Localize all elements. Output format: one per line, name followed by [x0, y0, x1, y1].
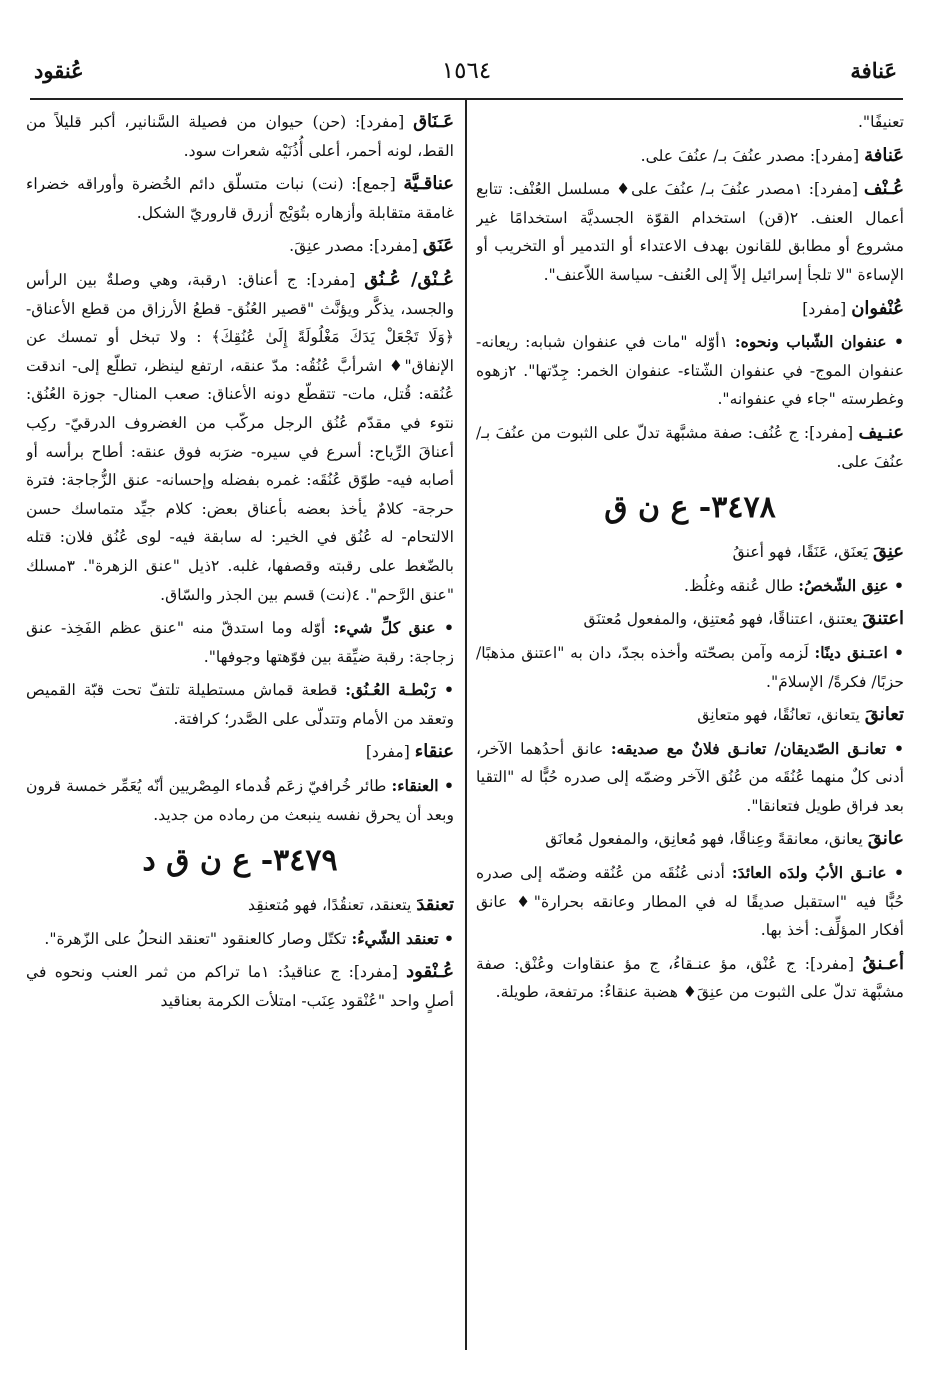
sub-entry [476, 735, 904, 821]
definition-text: يعتنق، اعتناقًا، فهو مُعتنِق، والمفعول مُعتنَق [583, 610, 863, 629]
dictionary-entry [26, 108, 454, 165]
headword: عُـنْف [863, 178, 904, 200]
definition-text: [مفرد]: ج عُنْق، مؤ عنـقاءُ، ج مؤ عنقاوات وعُنْق: صفة مشبَّهة تدلّ على الثبوت من عنِقَ♦ هضبة عنقاءُ: مرتفعة، طويلة. [476, 954, 904, 1002]
definition-text: قطعة قماش مستطيلة تلتفّ تحت قبّة القميص وتعقد من الأمام وتتدلّى على الصَّدر؛ كرافتة. [26, 681, 454, 728]
definition-text: لَزمه وآمن بصحّته وأخذه بجدّ، دان به "اعتنق مذهبًا/ حزبًا/ فكرةً/ الإسلامَ". [476, 643, 904, 691]
header-guide-word-left: عُنقود [34, 58, 84, 83]
definition-text: يتعانق، تعانُقًا، فهو متعانِق [697, 706, 865, 725]
sub-headword: • رَبْطـة العُـنُق: [345, 680, 454, 700]
dictionary-entry [476, 950, 904, 1007]
sub-headword: • تعانـق الصّديقان/ تعانـق فلانٌ مع صديقه: [610, 738, 904, 758]
definition-text: [مفرد] [802, 299, 852, 318]
dictionary-entry [476, 825, 904, 854]
dictionary-entry [26, 958, 454, 1015]
dictionary-entry [476, 295, 904, 324]
headword: عنقاء [414, 741, 454, 763]
continued-text: تعنيفًا". [857, 113, 904, 131]
sub-headword: • عنِق الشّخصُ: [798, 575, 904, 595]
headword: عنِقَ [872, 541, 904, 563]
page-header [30, 52, 903, 92]
definition-text: ١أوّله "مات في عنفوان شبابه: ريعانه- عنفوان الموج- في عنفوان الشّتاء- عنفوان الخمر: جِدّتها". ٢زهوه وغطرسته "جاء في عنفوانه". [476, 333, 904, 409]
headword: عَنافة [864, 144, 904, 166]
sub-entry [476, 328, 904, 414]
right-column [476, 108, 904, 1348]
dictionary-entry [476, 175, 904, 289]
headword: أعـنقُ [862, 952, 904, 974]
sub-headword: • عانـق الأبُ ولدَه العائدَ: [731, 863, 904, 883]
definition-text: طال عُنقه وغلُظ. [684, 576, 799, 595]
definition-text: طائر خُرافيّ زعَم قُدماء المِصْريين أنّه يُعَمِّر خمسة قرون وبعد أن يحرق نفسه ينبعث من رماده من جديد. [26, 777, 454, 824]
sub-entry [26, 614, 454, 671]
headword: عُـنْقود [406, 961, 454, 983]
definition-text: [مفرد]: ج عُنُف: صفة مشبَّهة تدلّ على الثبوت من عنُفَ بـ/ عنُفَ على. [476, 423, 904, 471]
headword: اعتنقَ [862, 608, 904, 630]
dictionary-entry [26, 738, 454, 767]
definition-text: عانق أحدُهما الآخر، أدنى كلٌ منهما عُنُقَه من عُنُق الآخر وضمّه إلى صدره حُبًّا له "التقيا بعد فراق طويل فتعانقا". [476, 739, 904, 815]
definition-text: [مفرد]: مصدر عنُفَ بـ/ عنُفَ على. [640, 146, 865, 165]
definition-text: [مفرد]: ج عناقيدُ: ١ما تراكم من ثمر العنب ونحوه في أصلٍ واحد "عُنْقود عِنَب- امتلأت الكرمة بعناقيد [26, 963, 454, 1011]
sub-headword: • العنقاء: [391, 776, 454, 796]
page-number: ١٥٦٤ [441, 58, 492, 84]
dictionary-entry [476, 142, 904, 171]
header-guide-word-right: عَنافة [850, 58, 897, 83]
headword: تعانقَ [864, 704, 904, 726]
definition-text: تكتّل وصار كالعنقود "تعنقد النحلُ على الزّهرة". [44, 929, 352, 948]
column-divider [465, 100, 467, 1350]
dictionary-entry [26, 232, 454, 261]
dictionary-entry [476, 538, 904, 567]
headword: عَـنَاق [413, 111, 454, 132]
headword: عانقَ [867, 828, 904, 850]
sub-headword: • عنق كلِّ شيء: [333, 618, 454, 638]
sub-entry [476, 572, 904, 601]
sub-entry [476, 639, 904, 696]
headword: عُنْفوان [851, 297, 904, 319]
sub-headword: • تعنقد الشّيءُ: [351, 928, 454, 948]
definition-text: [مفرد]: ١مصدر عنُفَ بـ/ عنُفَ على♦ مسلسل العُنْف: تتابع أعمال العنف. ٢(قن) استخدام القوّة الجسديَّة استخدامًا غير مشروع أو مطابق للقانون بهدف الاعتداء أو التدمير أو التخريب أو الإساءة "لا تلجأ إسرائيل إلاّ إلى العُنف- سياسة اللاّعنف". [476, 180, 904, 284]
left-column [26, 108, 454, 1348]
definition-text: أوّله وما استدقّ منه "عنق عظم الفَخِذ- عنق زجاجة: رقبة ضيِّقة بين فوّهتها وجوفها". [26, 619, 454, 666]
definition-text: أدنى عُنُقَه من عُنُقه وضمّه إلى صدره حُبًّا فيه "استقبل صديقًا له في المطار وعانقه بحرارة"♦ عانق أفكار المؤلِّف: أخذ بها. [476, 864, 904, 940]
definition-text: [مفرد]: مصدر عنِقَ. [289, 237, 423, 256]
sub-entry [26, 676, 454, 733]
headword: عَنَق [422, 235, 454, 257]
sub-entry [476, 859, 904, 945]
dictionary-entry [476, 419, 904, 476]
definition-text: [مفرد] [365, 743, 415, 762]
headword: عناقـيَّة [403, 173, 454, 195]
dictionary-entry [26, 170, 454, 227]
sub-headword: • عنفوان الشّباب ونحوه: [734, 332, 904, 352]
dictionary-entry [26, 891, 454, 920]
sub-entry [26, 925, 454, 954]
sub-headword: • اعتـنق دينًا: [814, 642, 904, 662]
definition-text: [جمع]: (نت) نبات متسلّق دائم الخُضرة وأوراقه خضراء غامقة متقابلة وأزهاره بتُوَيْج أزرق قاروريّ الشكل. [26, 175, 454, 222]
headword: عُـنْق/ عُـنُق [364, 268, 454, 290]
headword: عنـيف [858, 421, 904, 443]
sub-entry [26, 772, 454, 829]
dictionary-entry [476, 605, 904, 634]
headword: تعنقدَ [416, 894, 454, 916]
definition-text: [مفرد]: ج أعناق: ١رقبة، وهي وصلةٌ بين الرأس والجسد، يذكَّر ويؤنَّث "قصير العُنُق- قطعُ الأرزاق من قطع الأعناق- ﴿وَلَا تَجْعَلْ يَدَكَ مَغْلُولَةً إِلَىٰ عُنُقِكَ﴾ : ولا تبخل أو تمسك عن الإنفاق"♦ اشرأبَّ عُنُقُه: مدّ عنقه، ارتفع لينظر، تطلّع إلى- اندقت عُنُقه: قُتل، مات- تتقطّع دونه الأعناق: صعب المنال- جوزة العُنُق: نتوء في مقدّم عُنُق الرجل مركّب من الغضروف الدرقيّ- ركِب أعناقَ الرِّياح: أسرع في سيره- ضرَبه فوق عنقه: أطاح برأسه أو أصابه فيه- طوّق عُنُقَه: غمره بفضله وإحسانه- عنق الزُّجاجة: فترة حرجة- كلامٌ يأخذ بعضه بأعناق بعض: كلام جيِّد متماسك حسن الالتحام- له عُنُق في الخير: له سابقة فيه- لوى عُنُق فلان: قتله بالضّغط على رقبته وقصفها، غلبه. ٢ذيل "عنق الزهرة". ٣مسلك "عنق الرَّحم". ٤(نت) قسم بين الجذر والسّاق. [26, 270, 454, 604]
definition-text: [مفرد]: (حن) حيوان من فصيلة السَّنانير، أكبر قليلاً من القط، لونه أحمر، أعلى أُذُنَيْه شعرات سود. [26, 113, 454, 160]
dictionary-entry [476, 701, 904, 730]
root-heading: ٣٤٧٩- ع ن ق د [142, 843, 338, 879]
definition-text: يعانق، معانقةً وعِناقًا، فهو مُعانِق، والمفعول مُعانَق [545, 830, 868, 849]
root-heading: ٣٤٧٨- ع ن ق [604, 490, 776, 526]
definition-text: يَعنَق، عَنَقًا، فهو أعنقُ [732, 543, 873, 562]
definition-text: يتعنقد، تعنقُدًا، فهو مُتعنقِد [248, 896, 417, 915]
dictionary-entry [26, 266, 454, 609]
